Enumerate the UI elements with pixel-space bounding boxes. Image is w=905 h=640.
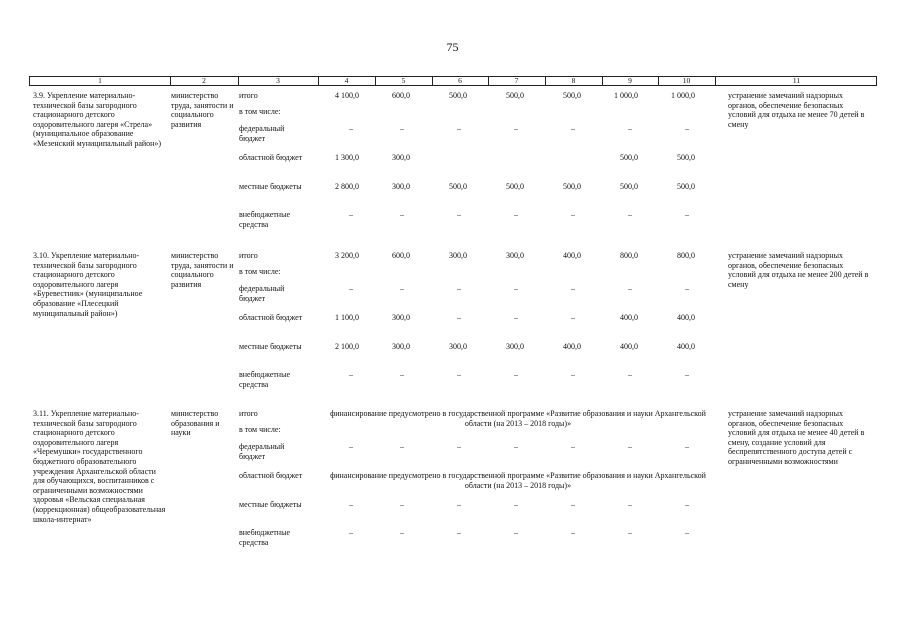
value-cell: – xyxy=(514,210,518,219)
funding-source-label: в том числе: xyxy=(239,425,281,434)
value-cell: – xyxy=(571,442,575,451)
value-cell: – xyxy=(457,528,461,537)
column-number-7: 7 xyxy=(514,76,519,85)
funding-source-label: федеральный бюджет xyxy=(239,442,285,461)
value-cell: 3 200,0 xyxy=(335,251,359,260)
funding-source-label: итого xyxy=(239,409,258,418)
value-cell: – xyxy=(400,124,404,133)
value-cell: – xyxy=(685,528,689,537)
value-cell: 300,0 xyxy=(392,313,410,322)
value-cell: 500,0 xyxy=(677,182,695,191)
value-cell: 400,0 xyxy=(563,251,581,260)
value-cell: – xyxy=(571,124,575,133)
funding-source-label: федеральный бюджет xyxy=(239,284,285,303)
value-cell: – xyxy=(685,124,689,133)
value-cell: – xyxy=(349,528,353,537)
measure-title: 3.9. Укрепление материально-технической базы загородного стационарного детского оздоровительного лагеря «Стрела» (муниципальное образование «Мезенский муниципальный район») xyxy=(33,91,162,148)
value-cell: – xyxy=(628,370,632,379)
value-cell: – xyxy=(400,284,404,293)
value-cell: 500,0 xyxy=(449,91,467,100)
funding-source-label: федеральный бюджет xyxy=(239,124,285,143)
value-cell: 1 000,0 xyxy=(671,91,695,100)
value-cell: – xyxy=(400,528,404,537)
funding-source-label: в том числе: xyxy=(239,267,281,276)
value-cell: – xyxy=(400,370,404,379)
value-cell: 500,0 xyxy=(677,153,695,162)
value-cell: – xyxy=(685,442,689,451)
column-number-6: 6 xyxy=(458,76,462,85)
value-cell: 600,0 xyxy=(392,251,410,260)
value-cell: 800,0 xyxy=(620,251,638,260)
value-cell: 500,0 xyxy=(506,182,524,191)
value-cell: – xyxy=(514,284,518,293)
value-cell: – xyxy=(400,210,404,219)
column-number-9: 9 xyxy=(628,76,632,85)
value-cell: – xyxy=(400,442,404,451)
funding-source-label: областной бюджет xyxy=(239,471,303,480)
value-cell: – xyxy=(349,210,353,219)
value-cell: – xyxy=(628,500,632,509)
value-cell: 300,0 xyxy=(392,342,410,351)
funding-source-label: итого xyxy=(239,91,258,100)
funding-source-label: местные бюджеты xyxy=(239,500,302,509)
value-cell: – xyxy=(349,284,353,293)
value-cell: – xyxy=(628,210,632,219)
value-cell: 300,0 xyxy=(506,251,524,260)
value-cell: – xyxy=(514,528,518,537)
funding-source-label: внебюджетные средства xyxy=(239,370,290,389)
value-cell: – xyxy=(349,442,353,451)
value-cell: 1 300,0 xyxy=(335,153,359,162)
value-cell: – xyxy=(514,442,518,451)
measure-title: 3.10. Укрепление материально-технической базы загородного стационарного детского оздоровительного лагеря «Буревестник» (муниципальное образование «Плесецкий муниципальный район») xyxy=(33,251,143,318)
value-cell: – xyxy=(349,370,353,379)
value-cell: 500,0 xyxy=(620,182,638,191)
executor: министерство труда, занятости и социального развития xyxy=(171,251,234,289)
value-cell: – xyxy=(628,124,632,133)
value-cell: – xyxy=(349,500,353,509)
value-cell: – xyxy=(457,124,461,133)
value-cell: – xyxy=(685,500,689,509)
value-cell: 500,0 xyxy=(506,91,524,100)
funding-source-label: итого xyxy=(239,251,258,260)
value-cell: 300,0 xyxy=(506,342,524,351)
value-cell: 300,0 xyxy=(449,342,467,351)
value-cell: – xyxy=(457,500,461,509)
column-number-2: 2 xyxy=(202,76,206,85)
value-cell: – xyxy=(685,284,689,293)
column-number-8: 8 xyxy=(571,76,576,85)
value-cell: – xyxy=(514,370,518,379)
funding-source-label: местные бюджеты xyxy=(239,342,302,351)
value-cell: 800,0 xyxy=(677,251,695,260)
value-cell: – xyxy=(349,124,353,133)
value-cell: 2 100,0 xyxy=(335,342,359,351)
value-cell: – xyxy=(571,500,575,509)
value-cell: 600,0 xyxy=(392,91,410,100)
value-cell: – xyxy=(514,500,518,509)
column-number-1: 1 xyxy=(98,76,102,85)
executor: министерство образования и науки xyxy=(171,409,220,438)
value-cell: – xyxy=(457,210,461,219)
column-number-header xyxy=(29,76,877,86)
value-cell: 500,0 xyxy=(449,182,467,191)
value-cell: – xyxy=(514,124,518,133)
value-cell: – xyxy=(457,442,461,451)
value-cell: 1 000,0 xyxy=(614,91,638,100)
value-cell: – xyxy=(628,528,632,537)
funding-source-label: местные бюджеты xyxy=(239,182,302,191)
value-cell: – xyxy=(400,500,404,509)
value-cell: 300,0 xyxy=(449,251,467,260)
column-number-4: 4 xyxy=(344,76,349,85)
executor: министерство труда, занятости и социального развития xyxy=(171,91,234,129)
measure-title: 3.11. Укрепление материально-технической базы загородного стационарного детского оздоровительного лагеря «Черемушки» государственного бюджетного образовательного учреждения Архангельской области для обучающихся, воспитанников с ограниченными возможностями здоровья «Вельская специальная (коррекционная) общеобразовательная школа-интернат» xyxy=(33,409,166,524)
value-cell: – xyxy=(514,313,518,322)
value-cell: – xyxy=(685,370,689,379)
expected-result: устранение замечаний надзорных органов, обеспечение безопасных условий для отдыха не менее 70 детей в смену xyxy=(728,91,865,129)
value-cell: 4 100,0 xyxy=(335,91,359,100)
column-number-11: 11 xyxy=(792,76,801,85)
value-cell: 500,0 xyxy=(563,182,581,191)
value-cell: – xyxy=(571,313,575,322)
column-number-5: 5 xyxy=(401,76,406,85)
value-cell: 500,0 xyxy=(563,91,581,100)
value-cell: 1 100,0 xyxy=(335,313,359,322)
funding-source-label: областной бюджет xyxy=(239,313,303,322)
value-cell: – xyxy=(457,284,461,293)
value-cell: – xyxy=(628,284,632,293)
funding-note: финансирование предусмотрено в государственной программе «Развитие образования и науки Архангельской области (на 2013 – 2018 годы)» xyxy=(330,409,706,428)
expected-result: устранение замечаний надзорных органов, обеспечение безопасных условий для отдыха не менее 200 детей в смену xyxy=(728,251,869,289)
funding-note: финансирование предусмотрено в государственной программе «Развитие образования и науки Архангельской области (на 2013 – 2018 годы)» xyxy=(330,471,706,490)
page-number: 75 xyxy=(446,40,459,54)
value-cell: 300,0 xyxy=(392,153,410,162)
value-cell: – xyxy=(571,210,575,219)
column-number-3: 3 xyxy=(276,76,280,85)
value-cell: – xyxy=(457,313,461,322)
value-cell: – xyxy=(457,370,461,379)
value-cell: 400,0 xyxy=(677,313,695,322)
value-cell: – xyxy=(628,442,632,451)
funding-source-label: в том числе: xyxy=(239,107,281,116)
funding-source-label: внебюджетные средства xyxy=(239,528,290,547)
value-cell: – xyxy=(571,370,575,379)
value-cell: – xyxy=(571,528,575,537)
funding-source-label: областной бюджет xyxy=(239,153,303,162)
value-cell: 400,0 xyxy=(620,342,638,351)
column-number-10: 10 xyxy=(682,76,691,85)
value-cell: 500,0 xyxy=(620,153,638,162)
value-cell: 400,0 xyxy=(677,342,695,351)
expected-result: устранение замечаний надзорных органов, обеспечение безопасных условий для отдыха не менее 40 детей в смену, создание условий для беспрепятственного доступа детей с ограниченными возможностями xyxy=(728,409,865,466)
value-cell: – xyxy=(685,210,689,219)
value-cell: 2 800,0 xyxy=(335,182,359,191)
value-cell: – xyxy=(571,284,575,293)
value-cell: 300,0 xyxy=(392,182,410,191)
value-cell: 400,0 xyxy=(620,313,638,322)
value-cell: 400,0 xyxy=(563,342,581,351)
funding-source-label: внебюджетные средства xyxy=(239,210,290,229)
